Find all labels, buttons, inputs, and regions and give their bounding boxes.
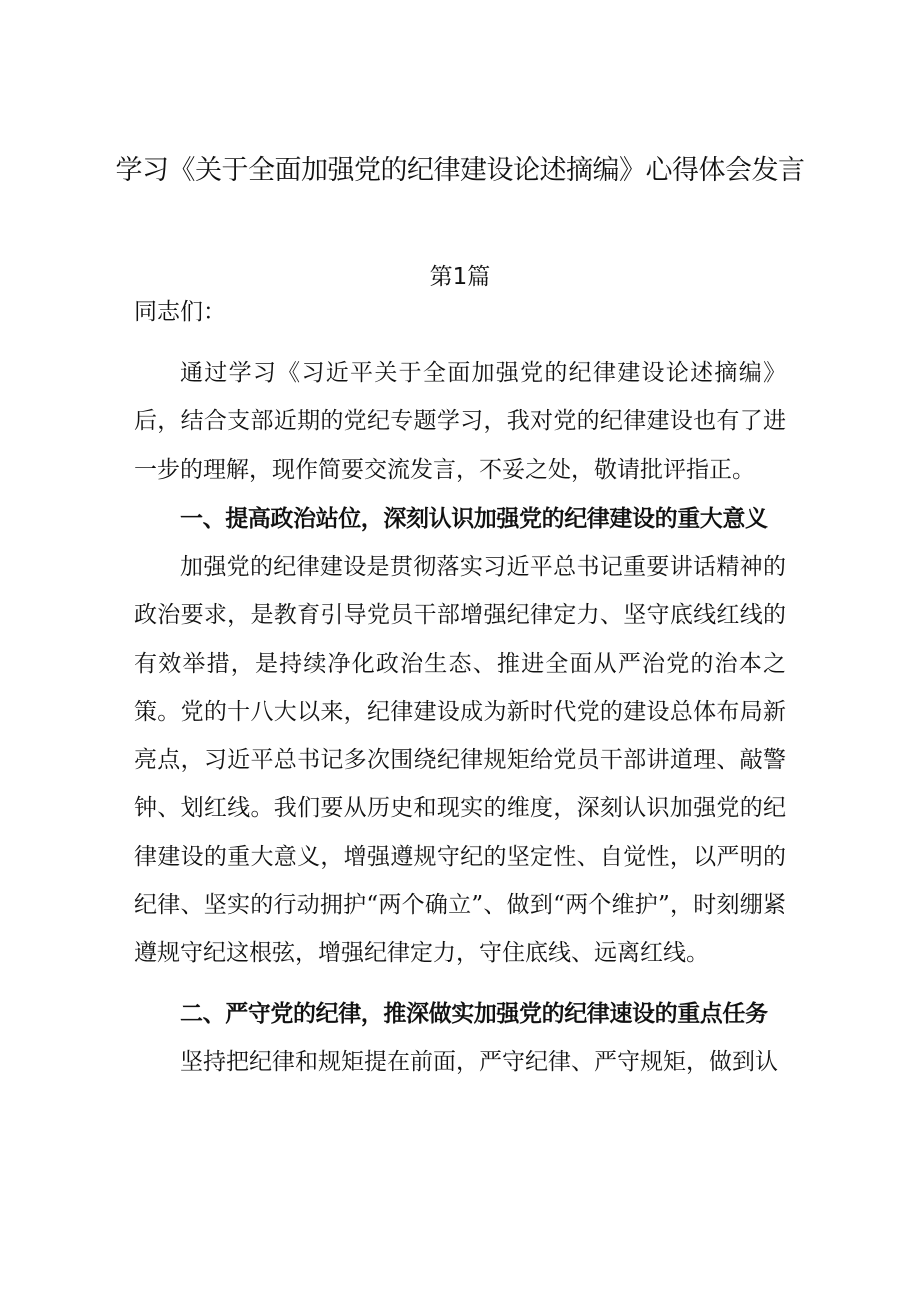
section-heading-1: 一、提高政治站位，深刻认识加强党的纪律建设的重大意义: [180, 505, 768, 532]
paragraph-intro: 通过学习《习近平关于全面加强党的纪律建设论述摘编》后，结合支部近期的党纪专题学习，我对党的纪律建设也有了进一步的理解，现作简要交流发言，不妥之处，敬请批评指正。: [134, 360, 786, 483]
greeting: 同志们：: [134, 299, 226, 325]
paragraph-section-1: 加强党的纪律建设是贯彻落实习近平总书记重要讲话精神的政治要求，是教育引导党员干部增强纪律定力、坚守底线红线的有效举措，是持续净化政治生态、推进全面从严治党的治本之策。党的十八大以来，纪律建设成为新时代党的建设总体布局新亮点，习近平总书记多次围绕纪律规矩给党员干部讲道理、敲警钟、划红线。我们要从历史和现实的维度，深刻认识加强党的纪律建设的重大意义，增强遵规守纪的坚定性、自觉性，以严明的纪律、坚实的行动拥护“两个确立”、做到“两个维护”，时刻绷紧遵规守纪这根弦，增强纪律定力，守住底线、远离红线。: [134, 554, 786, 967]
document-title: 学习《关于全面加强党的纪律建设论述摘编》心得体会发言: [115, 155, 805, 186]
paragraph-section-2: 坚持把纪律和规矩提在前面，严守纪律、严守规矩，做到认: [180, 1049, 778, 1075]
chapter-heading: 第1篇: [429, 264, 491, 290]
section-heading-2: 二、严守党的纪律，推深做实加强党的纪律速设的重点任务: [180, 1000, 768, 1027]
